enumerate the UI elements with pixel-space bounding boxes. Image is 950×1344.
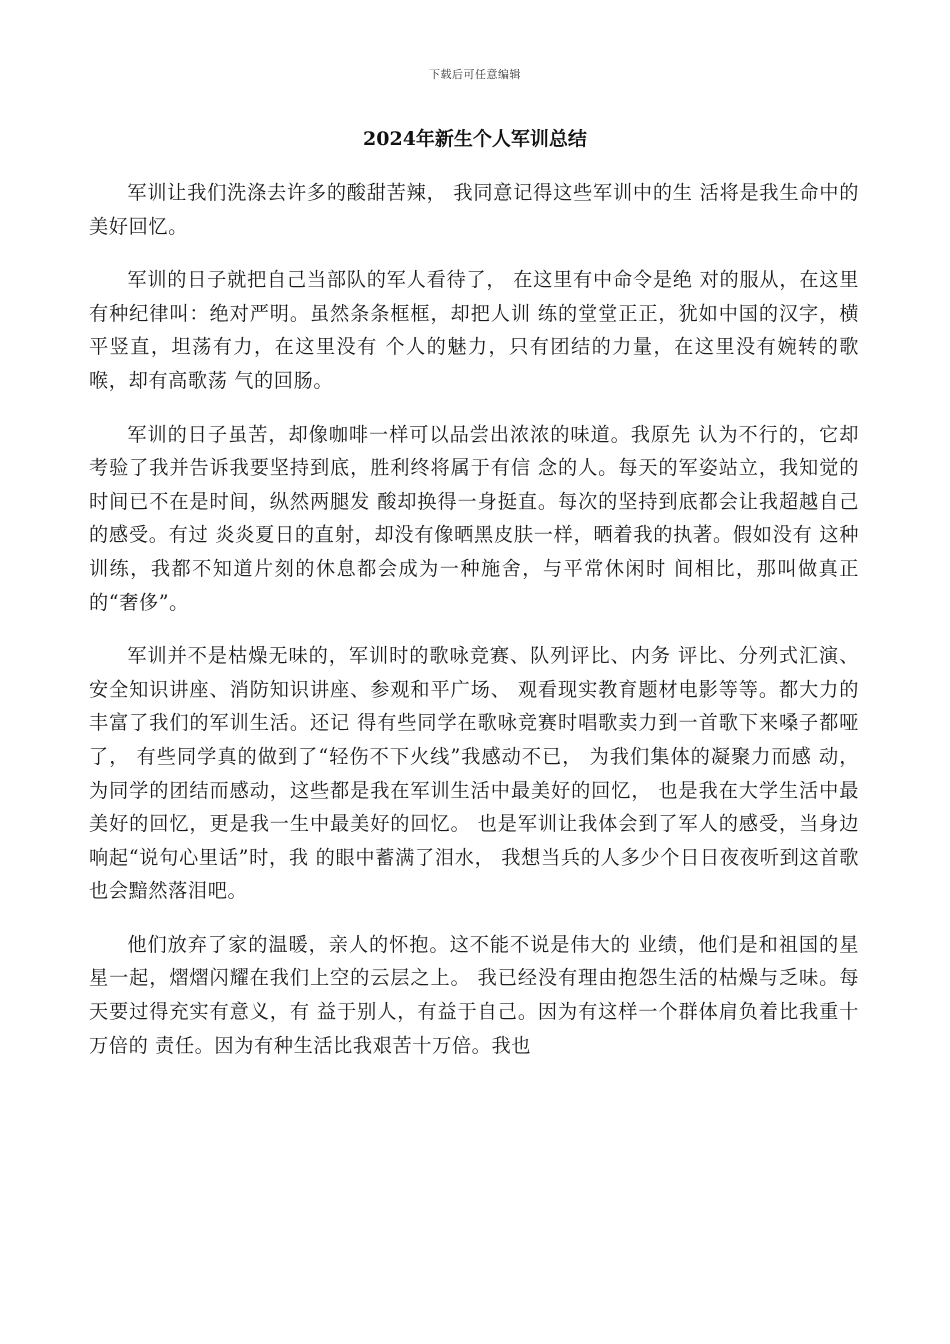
document-title: 2024年新生个人军训总结 [363,128,587,150]
paragraph-3: 军训的日子虽苦，却像咖啡一样可以品尝出浓浓的味道。我原先 认为不行的，它却考验了我并告诉我要坚持到底，胜利终将属于有信 念的人。每天的军姿站立，我知觉的时间已不在是时间，纵然两腿发 酸却换得一身挺直。每次的坚持到底都会让我超越自己的感受。有过 炎炎夏日的直射，却没有像晒黑皮肤一样，晒着我的执著。假如没有 这种训练，我都不知道片刻的休息都会成为一种施舍，与平常休闲时 间相比，那叫做真正的“奢侈”。 [89,422,859,614]
paragraph-1: 军训让我们洗涤去许多的酸甜苦辣， 我同意记得这些军训中的生 活将是我生命中的美好回忆。 [89,181,859,238]
paragraph-4: 军训并不是枯燥无味的，军训时的歌咏竞赛、队列评比、内务 评比、分列式汇演、安全知识讲座、消防知识讲座、参观和平广场、 观看现实教育题材电影等等。都大力的丰富了我们的军训生活。还记 得有些同学在歌咏竞赛时唱歌卖力到一首歌下来嗓子都哑了， 有些同学真的做到了“轻伤不下火线”我感动不已， 为我们集体的凝聚力而感 动，为同学的团结而感动，这些都是我在军训生活中最美好的回忆， 也是我在大学生活中最美好的回忆，更是我一生中最美好的回忆。 也是军训让我体会到了军人的感受，当身边响起“说句心里话”时，我 的眼中蓄满了泪水， 我想当兵的人多少个日日夜夜听到这首歌也会黯然落泪吧。 [89,644,859,903]
header-note: 下载后可任意编辑 [429,68,521,81]
document-body [89,176,859,1082]
paragraph-2: 军训的日子就把自己当部队的军人看待了， 在这里有中命令是绝 对的服从，在这里有种纪律叫：绝对严明。虽然条条框框，却把人训 练的堂堂正正，犹如中国的汉字，横平竖直，坦荡有力，在这里没有 个人的魅力，只有团结的力量，在这里没有婉转的歌喉，却有高歌荡 气的回肠。 [89,268,859,392]
paragraph-5: 他们放弃了家的温暖，亲人的怀抱。这不能不说是伟大的 业绩，他们是和祖国的星星一起，熠熠闪耀在我们上空的云层之上。 我已经没有理由抱怨生活的枯燥与乏味。每天要过得充实有意义，有 益于别人，有益于自己。因为有这样一个群体肩负着比我重十万倍的 责任。因为有种生活比我艰苦十万倍。我也 [89,932,859,1057]
